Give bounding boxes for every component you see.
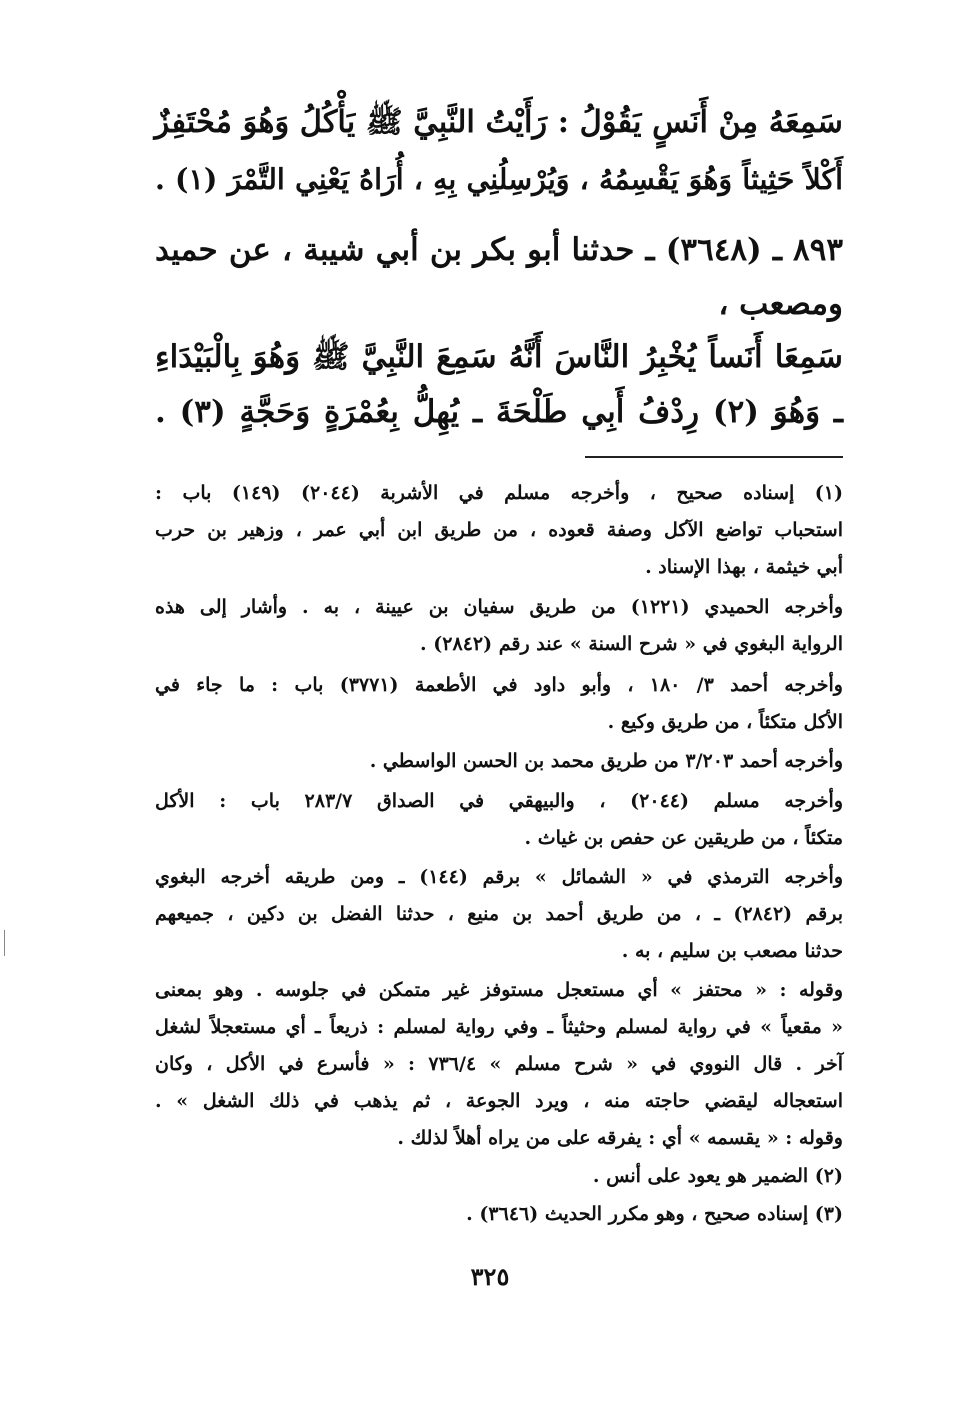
footnote-line: الرواية البغوي في « شرح السنة » عند رقم (٢٨٤٢) . bbox=[420, 633, 843, 655]
hadith-893-text-line-2: ـ وَهُوَ (٢) رِدْفُ أَبِي طَلْحَةَ ـ يُهِلُّ بِعُمْرَةٍ وَحَجَّةٍ (٣) . bbox=[155, 394, 843, 430]
footnote-line: استحباب تواضع الآكل وصفة قعوده ، من طريق ابن أبي عمر ، وزهير بن حرب bbox=[155, 519, 843, 541]
hadith-893-text-line-1: سَمِعَا أَنَساً يُخْبِرُ النَّاسَ أَنَّهُ سَمِعَ النَّبِيَّ ﷺ وَهُوَ بِالْبَيْدَاءِ bbox=[155, 339, 843, 375]
footnote-line: أبي خيثمة ، بهذا الإسناد . bbox=[645, 556, 843, 578]
footnote-line: آخر . قال النووي في « شرح مسلم » ٧٣٦/٤ : « فأسرع في الأكل ، وكان bbox=[155, 1053, 843, 1075]
footnote-line: وقوله : « محتفز » أي مستعجل مستوفز غير متمكن في جلوسه . وهو بمعنى bbox=[155, 979, 843, 1001]
scan-margin-mark bbox=[4, 930, 5, 956]
footnote-line: (١) إسناده صحيح ، وأخرجه مسلم في الأشربة (٢٠٤٤) (١٤٩) باب : bbox=[155, 482, 843, 504]
footnote-line: « مقعياً » في رواية لمسلم وحثيثاً ـ وفي رواية لمسلم : ذريعاً ـ أي مستعجلاً لشغل bbox=[155, 1016, 843, 1038]
footnote-line: وأخرجه الترمذي في « الشمائل » برقم (١٤٤) ـ ومن طريقه أخرجه البغوي bbox=[155, 866, 843, 888]
page-number: ٣٢٥ bbox=[470, 1262, 510, 1291]
footnote-line: وأخرجه مسلم (٢٠٤٤) ، والبيهقي في الصداق ٢٨٣/٧ باب : الأكل bbox=[155, 790, 843, 812]
footnote-line: وقوله : « يقسمه » أي : يفرقه على من يراه أهلاً لذلك . bbox=[397, 1127, 843, 1149]
hadith-892-line-1: سَمِعَهُ مِنْ أَنَسٍ يَقُوْلُ : رَأَيْتُ النَّبِيَّ ﷺ يَأْكُلُ وَهُوَ مُحْتَفِزٌ bbox=[154, 104, 843, 140]
footnote-line: (٢) الضمير هو يعود على أنس . bbox=[592, 1165, 843, 1187]
footnote-line: الأكل متكئاً ، من طريق وكيع . bbox=[607, 711, 843, 733]
footnote-line: وأخرجه الحميدي (١٢٢١) من طريق سفيان بن عيينة ، به . وأشار إلى هذه bbox=[155, 596, 844, 618]
hadith-893-isnad-line-1: ٨٩٣ ـ (٣٦٤٨) ـ حدثنا أبو بكر بن أبي شيبة ، عن حميد bbox=[155, 232, 843, 268]
footnote-line: (٣) إسناده صحيح ، وهو مكرر الحديث (٣٦٤٦) . bbox=[466, 1203, 843, 1225]
hadith-893-isnad-line-2: ومصعب ، bbox=[718, 286, 843, 322]
hadith-892-line-2: أَكْلاً حَثِيثاً وَهُوَ يَقْسِمُهُ ، وَيُرْسِلُنِي بِهِ ، أُرَاهُ يَعْنِي التَّمْرَ (١) . bbox=[155, 162, 843, 196]
footnote-line: وأخرجه أحمد ٣/ ١٨٠ ، وأبو داود في الأطعمة (٣٧٧١) باب : ما جاء في bbox=[155, 674, 843, 696]
footnote-line: وأخرجه أحمد ٣/٢٠٣ من طريق محمد بن الحسن الواسطي . bbox=[369, 750, 843, 772]
footnote-line: استعجاله ليقضي حاجته منه ، ويرد الجوعة ، ثم يذهب في ذلك الشغل » . bbox=[155, 1090, 843, 1112]
footnote-line: برقم (٢٨٤٢) ـ ، من طريق أحمد بن منيع ، حدثنا الفضل بن دكين ، جميعهم bbox=[155, 903, 843, 925]
footnote-line: متكئاً ، من طريقين عن حفص بن غياث . bbox=[524, 827, 843, 849]
footnote-divider bbox=[585, 456, 843, 458]
footnote-line: حدثنا مصعب بن سليم ، به . bbox=[621, 940, 843, 962]
